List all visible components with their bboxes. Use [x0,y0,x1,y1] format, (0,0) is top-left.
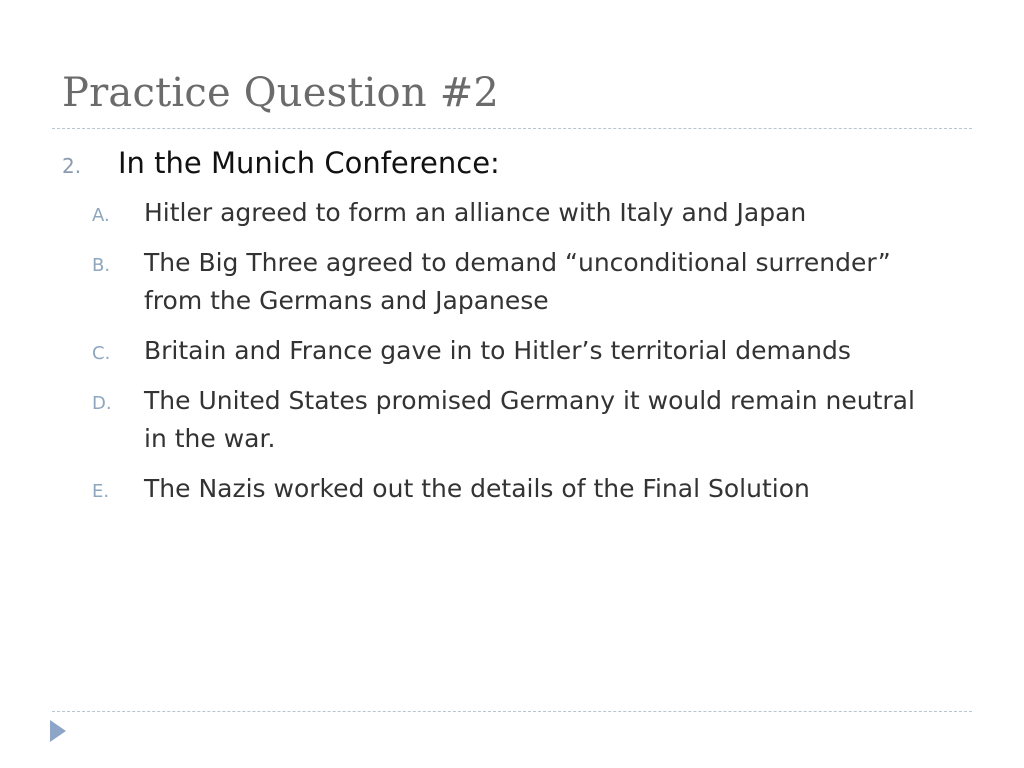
answer-letter: B. [92,255,111,276]
title-divider [52,128,972,129]
answer-text: Britain and France gave in to Hitler’s territorial demands [144,336,851,365]
answer-option-c [92,332,962,370]
answer-option-b [92,244,962,320]
answer-letter: C. [92,343,111,364]
answer-text: The United States promised Germany it would remain neutral in the war. [144,386,915,453]
answer-text: The Big Three agreed to demand “unconditional surrender” from the Germans and Japanese [144,248,891,315]
answer-text: The Nazis worked out the details of the Final Solution [144,474,810,503]
page-title: Practice Question #2 [62,70,500,116]
answer-option-a [92,194,962,232]
play-arrow-icon [50,720,66,742]
question-row [62,146,962,180]
question-text: In the Munich Conference: [118,146,500,180]
question-number: 2. [62,154,82,178]
answer-letter: D. [92,393,112,414]
answer-option-e [92,470,962,508]
answer-letter: E. [92,481,110,502]
answer-letter: A. [92,205,110,226]
question-block [62,146,962,520]
answer-text: Hitler agreed to form an alliance with Italy and Japan [144,198,807,227]
answer-option-d [92,382,962,458]
answer-list [62,194,962,508]
footer-divider [52,711,972,712]
